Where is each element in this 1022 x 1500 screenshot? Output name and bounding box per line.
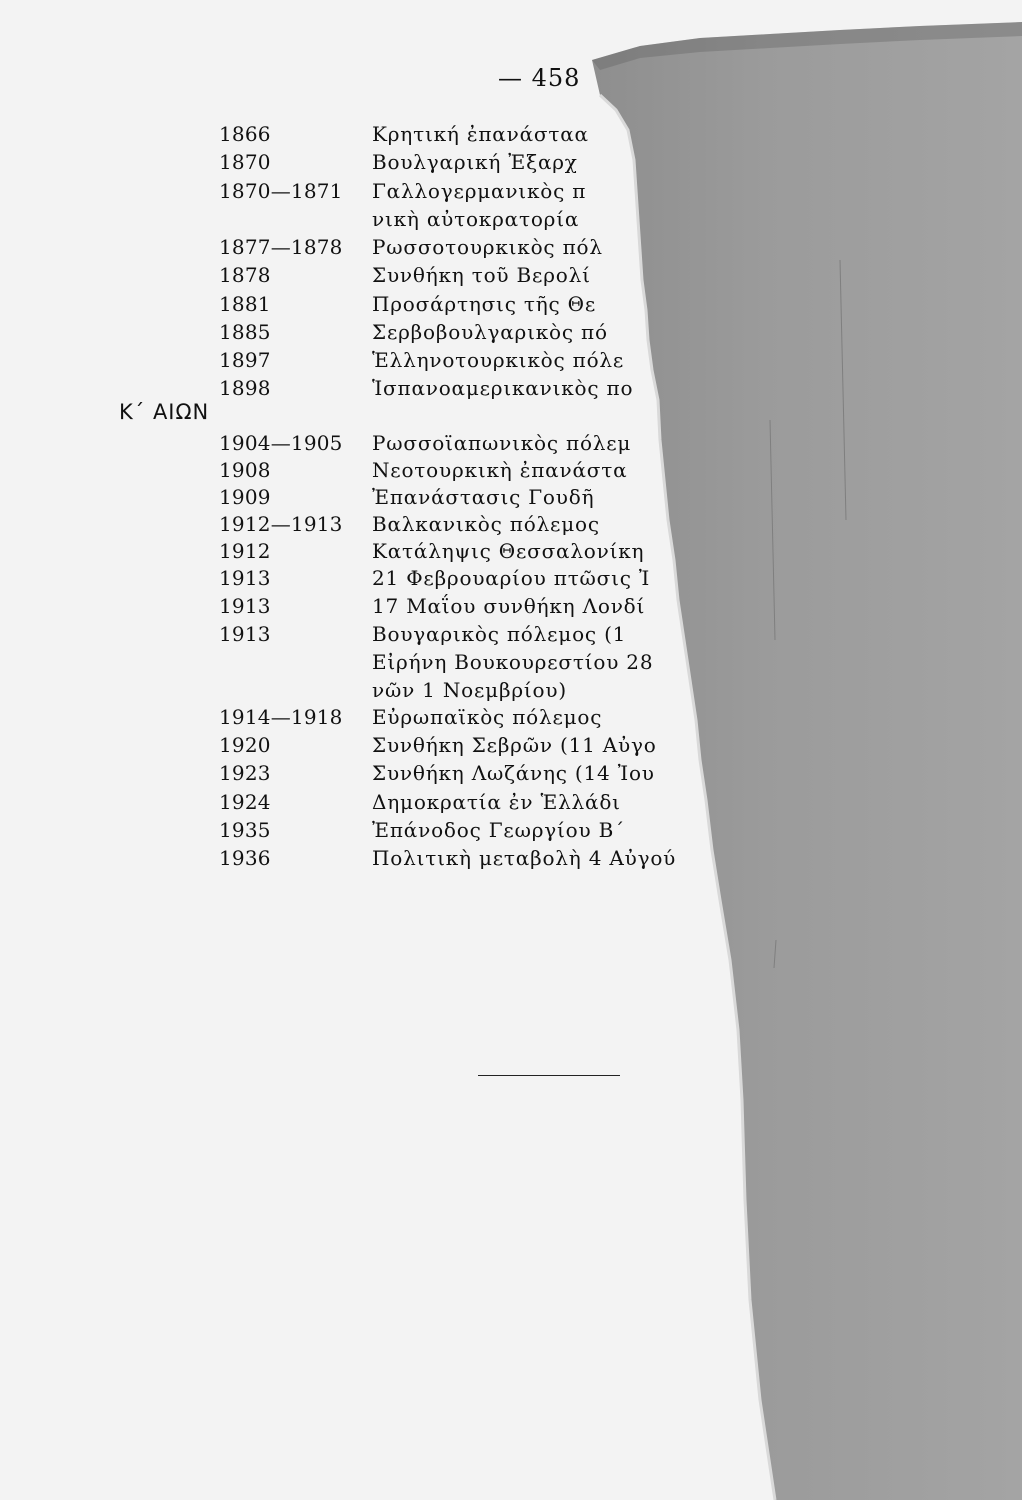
row-year: 1870 (219, 150, 271, 174)
row-year: 1885 (219, 320, 271, 344)
row-year: 1920 (219, 733, 271, 757)
row-year: 1936 (219, 846, 271, 870)
row-event: Βουλγαρική Ἐξαρχ (372, 150, 578, 174)
row-year: 1924 (219, 790, 271, 814)
row-event: Ἐπάνοδος Γεωργίου Β΄ (372, 818, 625, 842)
row-event: Κατάληψις Θεσσαλονίκη (372, 539, 645, 563)
row-year: 1881 (219, 292, 271, 316)
row-year: 1897 (219, 348, 271, 372)
row-event: 17 Μαΐου συνθήκη Λονδί (372, 594, 646, 618)
torn-paper-piece (592, 22, 1022, 1500)
row-event: Προσάρτησις τῆς Θε (372, 292, 597, 316)
row-event: Πολιτικὴ μεταβολὴ 4 Αὐγού (372, 846, 677, 870)
page-number: — 458 (498, 64, 581, 92)
row-event: Γαλλογερμανικὸς π (372, 179, 587, 203)
century-heading: Κ΄ ΑΙΩΝ (119, 400, 210, 424)
row-year: 1878 (219, 263, 271, 287)
row-event: Δημοκρατία ἐν Ἑλλάδι (372, 790, 621, 814)
row-year: 1877—1878 (219, 235, 343, 259)
row-year: 1912—1913 (219, 512, 343, 536)
row-event: νικὴ αὐτοκρατορία (372, 207, 580, 231)
row-event: Συνθήκη Σεβρῶν (11 Αὐγο (372, 733, 657, 757)
row-event: Ἑλληνοτουρκικὸς πόλε (372, 348, 625, 372)
row-year: 1913 (219, 622, 271, 646)
row-event: Εἰρήνη Βουκουρεστίου 28 (372, 650, 654, 674)
row-event: 21 Φεβρουαρίου πτῶσις Ἰ (372, 566, 651, 590)
row-event: Συνθήκη Λωζάνης (14 Ἰου (372, 761, 655, 785)
row-year: 1870—1871 (219, 179, 343, 203)
row-year: 1935 (219, 818, 271, 842)
row-event: Νεοτουρκικὴ ἐπανάστα (372, 458, 628, 482)
row-year: 1913 (219, 566, 271, 590)
row-event: Βουγαρικὸς πόλεμος (1 (372, 622, 627, 646)
row-event: Εὐρωπαϊκὸς πόλεμος (372, 705, 603, 729)
row-event: Συνθήκη τοῦ Βερολί (372, 263, 591, 287)
row-year: 1898 (219, 376, 271, 400)
row-event: Ρωσσοϊαπωνικὸς πόλεμ (372, 431, 632, 455)
row-year: 1912 (219, 539, 271, 563)
row-event: Ρωσσοτουρκικὸς πόλ (372, 235, 603, 259)
row-event: νῶν 1 Νοεμβρίου) (372, 678, 567, 702)
row-event: Ἱσπανοαμερικανικὸς πο (372, 376, 634, 400)
row-event: Κρητική ἐπανάσταα (372, 122, 589, 146)
row-event: Σερβοβουλγαρικὸς πό (372, 320, 608, 344)
row-year: 1913 (219, 594, 271, 618)
row-year: 1923 (219, 761, 271, 785)
row-year: 1914—1918 (219, 705, 343, 729)
row-year: 1866 (219, 122, 271, 146)
row-year: 1909 (219, 485, 271, 509)
row-year: 1904—1905 (219, 431, 343, 455)
row-event: Ἐπανάστασις Γουδῆ (372, 485, 595, 509)
row-year: 1908 (219, 458, 271, 482)
row-event: Βαλκανικὸς πόλεμος (372, 512, 600, 536)
